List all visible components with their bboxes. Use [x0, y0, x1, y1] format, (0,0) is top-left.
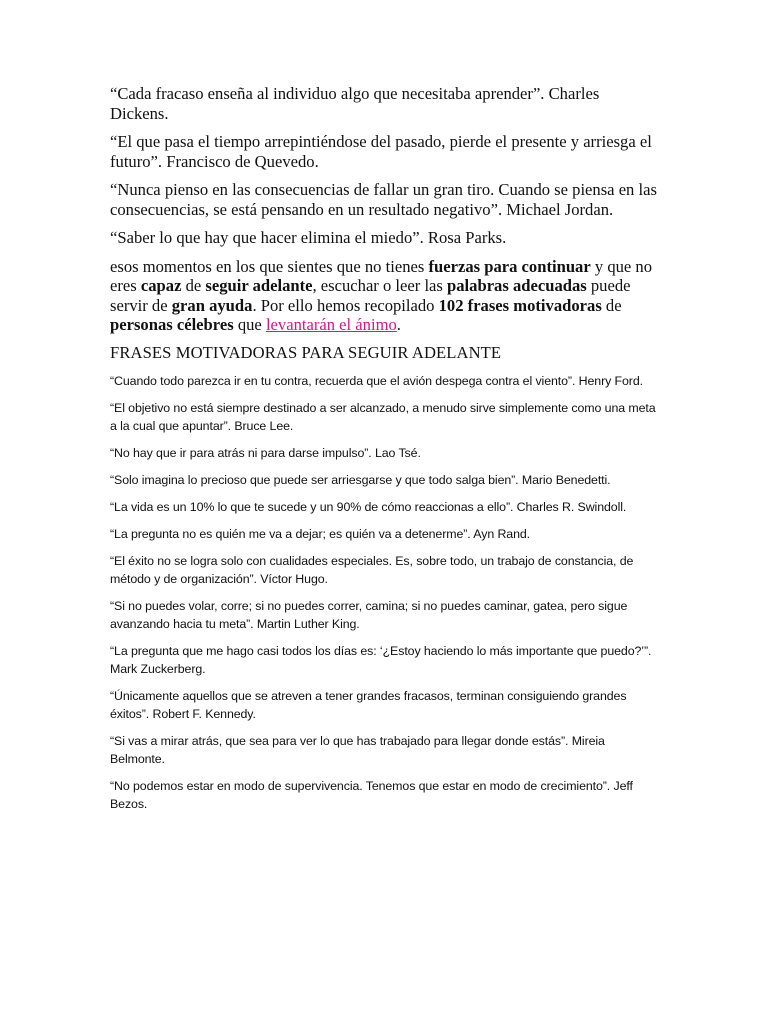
intro-bold-palabras: palabras adecuadas: [447, 276, 587, 295]
list-item: “La pregunta no es quién me va a dejar; es quién va a detenerme”. Ayn Rand.: [110, 526, 531, 541]
intro-bold-fuerzas: fuerzas para continuar: [428, 256, 591, 276]
quote-quevedo: “El que pasa el tiempo arrepintiéndose del pasado, pierde el presente y arriesga el futuro”. Francisco de Quevedo.: [110, 132, 652, 171]
quote-list: [110, 372, 660, 813]
section-heading: FRASES MOTIVADORAS PARA SEGUIR ADELANTE: [110, 342, 502, 362]
list-item: “Si vas a mirar atrás, que sea para ver lo que has trabajado para llegar donde estás”. Mireia Belmonte.: [110, 733, 605, 766]
list-item: “Solo imagina lo precioso que puede ser arriesgarse y que todo salga bien”. Mario Benedetti.: [110, 472, 611, 487]
intro-bold-ayuda: gran ayuda: [171, 295, 253, 315]
intro-text-2: y que no eres: [110, 256, 653, 295]
list-item: “La vida es un 10% lo que te sucede y un 90% de cómo reaccionas a ello”. Charles R. Swindoll.: [110, 499, 627, 514]
intro-text-7: de: [601, 295, 622, 315]
intro-text-1: esos momentos en los que sientes que no tienes: [110, 256, 429, 276]
document-page: [110, 84, 660, 822]
intro-bold-seguir: seguir adelante: [205, 276, 313, 295]
quote-parks: “Saber lo que hay que hacer elimina el miedo”. Rosa Parks.: [110, 228, 507, 247]
intro-text-4: , escuchar o leer las: [312, 276, 448, 295]
list-item: “El objetivo no está siempre destinado a ser alcanzado, a menudo sirve simplemente como una meta a la cual que apuntar”. Bruce Lee.: [110, 400, 656, 433]
list-item: “No podemos estar en modo de supervivencia. Tenemos que estar en modo de crecimiento”. Jeff Bezos.: [110, 778, 633, 811]
list-item: “El éxito no se logra solo con cualidades especiales. Es, sobre todo, un trabajo de constancia, de método y de organización”. Víctor Hugo.: [110, 553, 634, 586]
intro-text-3: de: [181, 276, 206, 295]
list-item: “No hay que ir para atrás ni para darse impulso”. Lao Tsé.: [110, 445, 421, 460]
intro-text-9: .: [396, 315, 401, 334]
intro-text-8: que: [233, 315, 266, 334]
quote-dickens: “Cada fracaso enseña al individuo algo que necesitaba aprender”. Charles Dickens.: [110, 84, 600, 123]
list-item: “La pregunta que me hago casi todos los días es: ‘¿Estoy haciendo lo más importante que puedo?’”. Mark Zuckerberg.: [110, 643, 652, 676]
intro-paragraph: [110, 257, 660, 335]
intro-bold-102: 102 frases motivadoras: [438, 295, 602, 315]
list-item: “Cuando todo parezca ir en tu contra, recuerda que el avión despega contra el viento”. Henry Ford.: [110, 373, 643, 388]
levantaran-link[interactable]: levantarán el ánimo: [265, 315, 397, 334]
list-item: “Únicamente aquellos que se atreven a tener grandes fracasos, terminan consiguiendo grandes éxitos”. Robert F. Kennedy.: [110, 688, 627, 721]
intro-text-5: puede servir de: [110, 276, 631, 315]
intro-text-6: . Por ello hemos recopilado: [252, 295, 439, 315]
intro-bold-capaz: capaz: [140, 276, 182, 295]
list-item: “Si no puedes volar, corre; si no puedes correr, camina; si no puedes caminar, gatea, pero sigue avanzando hacia tu meta”. Martin Luther King.: [110, 598, 628, 631]
intro-bold-personas: personas célebres: [110, 315, 234, 334]
quote-jordan: “Nunca pienso en las consecuencias de fallar un gran tiro. Cuando se piensa en las consecuencias, se está pensando en un resultado negativo”. Michael Jordan.: [110, 180, 657, 219]
